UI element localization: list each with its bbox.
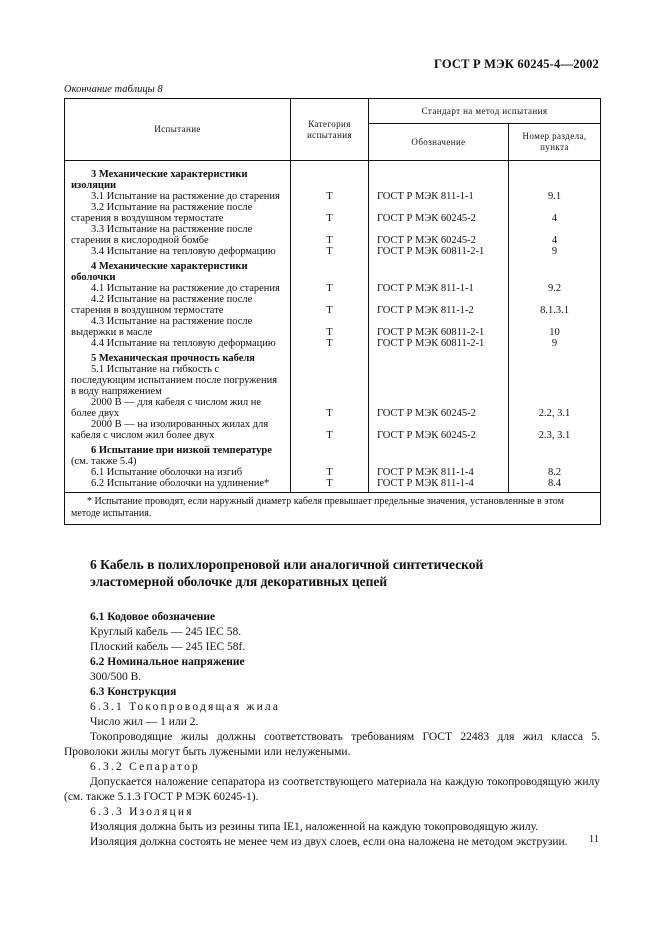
table-row — [65, 441, 601, 478]
category-cell-text: Т — [326, 235, 333, 246]
col-header-standard: Стандарт на метод испытания — [369, 99, 601, 124]
designation-cell-text: ГОСТ Р МЭК 811-1-4 — [377, 478, 474, 489]
test-name — [65, 161, 291, 203]
section-cell — [509, 161, 601, 203]
category-cell-text: Т — [326, 467, 333, 478]
category-cell-text: Т — [326, 305, 333, 316]
section-cell-text: 8.4 — [547, 478, 562, 489]
test-label: 2000 В — на изолированных жилах для кабеля с числом жил более двух — [71, 419, 269, 441]
test-name — [65, 257, 291, 294]
category-cell-text: Т — [326, 191, 333, 202]
designation-cell — [369, 338, 509, 349]
test-name — [65, 338, 291, 349]
section-cell-text: 2.3, 3.1 — [538, 430, 571, 441]
heading-6-3-3: 6.3.3 Изоляция — [90, 806, 194, 818]
heading-6-1: 6.1 Кодовое обозначение — [90, 611, 216, 623]
table-row — [65, 316, 601, 338]
designation-cell — [369, 202, 509, 224]
group-title: 3 Механические характеристики изоляции — [71, 169, 248, 191]
section-cell — [509, 224, 601, 246]
section-cell — [509, 478, 601, 493]
test-label: 4.2 Испытание на растяжение после старения в воздушном термостате — [71, 294, 253, 316]
category-cell — [291, 349, 369, 419]
category-cell — [291, 419, 369, 441]
category-cell-text: Т — [326, 327, 333, 338]
designation-cell — [369, 257, 509, 294]
test-name — [65, 202, 291, 224]
designation-cell-text: ГОСТ Р МЭК 811-1-2 — [377, 305, 474, 316]
conductor-text: Токопроводящие жилы должны соответствовать требованиям ГОСТ 22483 для жил класса 5. Проволоки жилы могут быть лужеными или нелужеными. — [64, 731, 600, 758]
table-footnote-row — [65, 493, 601, 525]
category-cell — [291, 294, 369, 316]
test-label: 4.4 Испытание на тепловую деформацию — [91, 338, 276, 349]
heading-6-3-1: 6.3.1 Токопроводящая жила — [90, 701, 281, 713]
designation-cell-text: ГОСТ Р МЭК 60245-2 — [377, 213, 476, 224]
table-row — [65, 419, 601, 441]
designation-cell — [369, 419, 509, 441]
category-cell-text: Т — [326, 408, 333, 419]
table-row — [65, 246, 601, 257]
col-header-section: Номер раздела, пункта — [509, 124, 601, 161]
designation-cell-text: ГОСТ Р МЭК 60811-2-1 — [377, 246, 485, 257]
test-label: 3.1 Испытание на растяжение до старения — [91, 191, 280, 202]
designation-cell-text: ГОСТ Р МЭК 60245-2 — [377, 408, 476, 419]
designation-cell — [369, 294, 509, 316]
table-row — [65, 202, 601, 224]
page-number: 11 — [588, 834, 599, 845]
insulation-text-1: Изоляция должна быть из резины типа IE1, наложенной на каждую токопроводящую жилу. — [90, 821, 539, 833]
section-cell-text: 10 — [549, 327, 560, 338]
heading-6-2: 6.2 Номинальное напряжение — [90, 656, 245, 668]
test-name — [65, 419, 291, 441]
col-header-designation: Обозначение — [369, 124, 509, 161]
group-title: 4 Механические характеристики оболочки — [71, 261, 248, 283]
category-cell — [291, 441, 369, 478]
test-name — [65, 224, 291, 246]
category-cell — [291, 478, 369, 493]
designation-cell-text: ГОСТ Р МЭК 60811-2-1 — [377, 338, 485, 349]
section-cell — [509, 338, 601, 349]
category-cell — [291, 257, 369, 294]
page-header: ГОСТ Р МЭК 60245-4—2002 — [434, 57, 599, 71]
code-round: Круглый кабель — 245 IEC 58. — [90, 626, 242, 638]
section-cell — [509, 257, 601, 294]
test-name — [65, 349, 291, 419]
designation-cell-text: ГОСТ Р МЭК 60245-2 — [377, 430, 476, 441]
category-cell — [291, 246, 369, 257]
category-cell — [291, 224, 369, 246]
table-caption: Окончание таблицы 8 — [64, 84, 163, 95]
heading-6-3-2: 6.3.2 Сепаратор — [90, 761, 200, 773]
test-label: 3.3 Испытание на растяжение после старения в кислородной бомбе — [71, 224, 253, 246]
section-cell-text: 8.2 — [547, 467, 562, 478]
designation-cell — [369, 224, 509, 246]
category-cell-text: Т — [326, 213, 333, 224]
group-intro: 5.1 Испытание на гибкость с последующим испытанием после погружения в воду напряжением — [71, 364, 278, 397]
designation-cell-text: ГОСТ Р МЭК 60811-2-1 — [377, 327, 485, 338]
designation-cell — [369, 349, 509, 419]
table-row — [65, 294, 601, 316]
test-label: 6.1 Испытание оболочки на изгиб — [91, 467, 243, 478]
test-label: 3.2 Испытание на растяжение после старения в воздушном термостате — [71, 202, 253, 224]
designation-cell-text: ГОСТ Р МЭК 60245-2 — [377, 235, 476, 246]
designation-cell — [369, 316, 509, 338]
code-flat: Плоский кабель — 245 IEC 58f. — [90, 641, 246, 653]
section-cell-text: 9 — [551, 338, 558, 349]
designation-cell — [369, 246, 509, 257]
test-label: 4.1 Испытание на растяжение до старения — [91, 283, 280, 294]
section-cell — [509, 246, 601, 257]
group-title: 6 Испытание при низкой температуре (см. также 5.4) — [71, 445, 272, 467]
category-cell-text: Т — [326, 283, 333, 294]
section-cell — [509, 294, 601, 316]
section-cell — [509, 202, 601, 224]
test-label: 2000 В — для кабеля с числом жил не более двух — [71, 397, 261, 419]
table-footnote: * Испытание проводят, если наружный диаметр кабеля превышает предельные значения, установленные в этом методе испытания. — [65, 493, 601, 525]
category-cell — [291, 202, 369, 224]
section-cell — [509, 349, 601, 419]
test-label: 3.4 Испытание на тепловую деформацию — [91, 246, 276, 257]
category-cell — [291, 316, 369, 338]
section-cell-text: 4 — [551, 213, 558, 224]
category-cell-text: Т — [326, 338, 333, 349]
category-cell — [291, 161, 369, 203]
designation-cell — [369, 478, 509, 493]
test-name — [65, 316, 291, 338]
section-cell — [509, 316, 601, 338]
section-cell-text: 9.1 — [547, 191, 562, 202]
category-cell — [291, 338, 369, 349]
section-cell — [509, 419, 601, 441]
section-6 — [64, 556, 600, 850]
designation-cell — [369, 161, 509, 203]
table-row — [65, 338, 601, 349]
test-table — [64, 98, 601, 525]
insulation-text-2: Изоляция должна состоять не менее чем из двух слоев, если она наложена не методом экструзии. — [90, 836, 568, 848]
designation-cell — [369, 441, 509, 478]
table-row — [65, 257, 601, 294]
designation-cell-text: ГОСТ Р МЭК 811-1-4 — [377, 467, 474, 478]
test-name — [65, 294, 291, 316]
heading-6-3: 6.3 Конструкция — [90, 686, 177, 698]
designation-cell-text: ГОСТ Р МЭК 811-1-1 — [377, 283, 474, 294]
section-cell — [509, 441, 601, 478]
section-cell-text: 9.2 — [547, 283, 562, 294]
col-header-test: Испытание — [65, 99, 291, 161]
section-cell-text: 2.2, 3.1 — [538, 408, 571, 419]
test-name — [65, 246, 291, 257]
section-cell-text: 9 — [551, 246, 558, 257]
group-title: 5 Механическая прочность кабеля — [91, 353, 255, 364]
nominal-voltage: 300/500 В. — [90, 671, 142, 683]
test-label: 6.2 Испытание оболочки на удлинение* — [91, 478, 270, 489]
category-cell-text: Т — [326, 430, 333, 441]
table-row — [65, 161, 601, 203]
section-cell-text: 8.1.3.1 — [540, 305, 569, 316]
section-6-title: 6 Кабель в полихлоропреновой или аналогичной синтетической эластомерной оболочке для декоративных цепей — [90, 557, 484, 589]
section-cell-text: 4 — [551, 235, 558, 246]
test-name — [65, 441, 291, 478]
test-name — [65, 478, 291, 493]
test-label: 4.3 Испытание на растяжение после выдержки в масле — [71, 316, 253, 338]
category-cell-text: Т — [326, 478, 333, 489]
table-row — [65, 478, 601, 493]
designation-cell-text: ГОСТ Р МЭК 811-1-1 — [377, 191, 474, 202]
category-cell-text: Т — [326, 246, 333, 257]
table-row — [65, 349, 601, 419]
col-header-category: Категория испытания — [291, 99, 369, 161]
separator-text: Допускается наложение сепаратора из соответствующего материала на каждую токопроводящую жилу (см. также 5.1.3 ГОСТ Р МЭК 60245-1). — [64, 776, 600, 803]
table-row — [65, 224, 601, 246]
cores-count: Число жил — 1 или 2. — [90, 716, 199, 728]
